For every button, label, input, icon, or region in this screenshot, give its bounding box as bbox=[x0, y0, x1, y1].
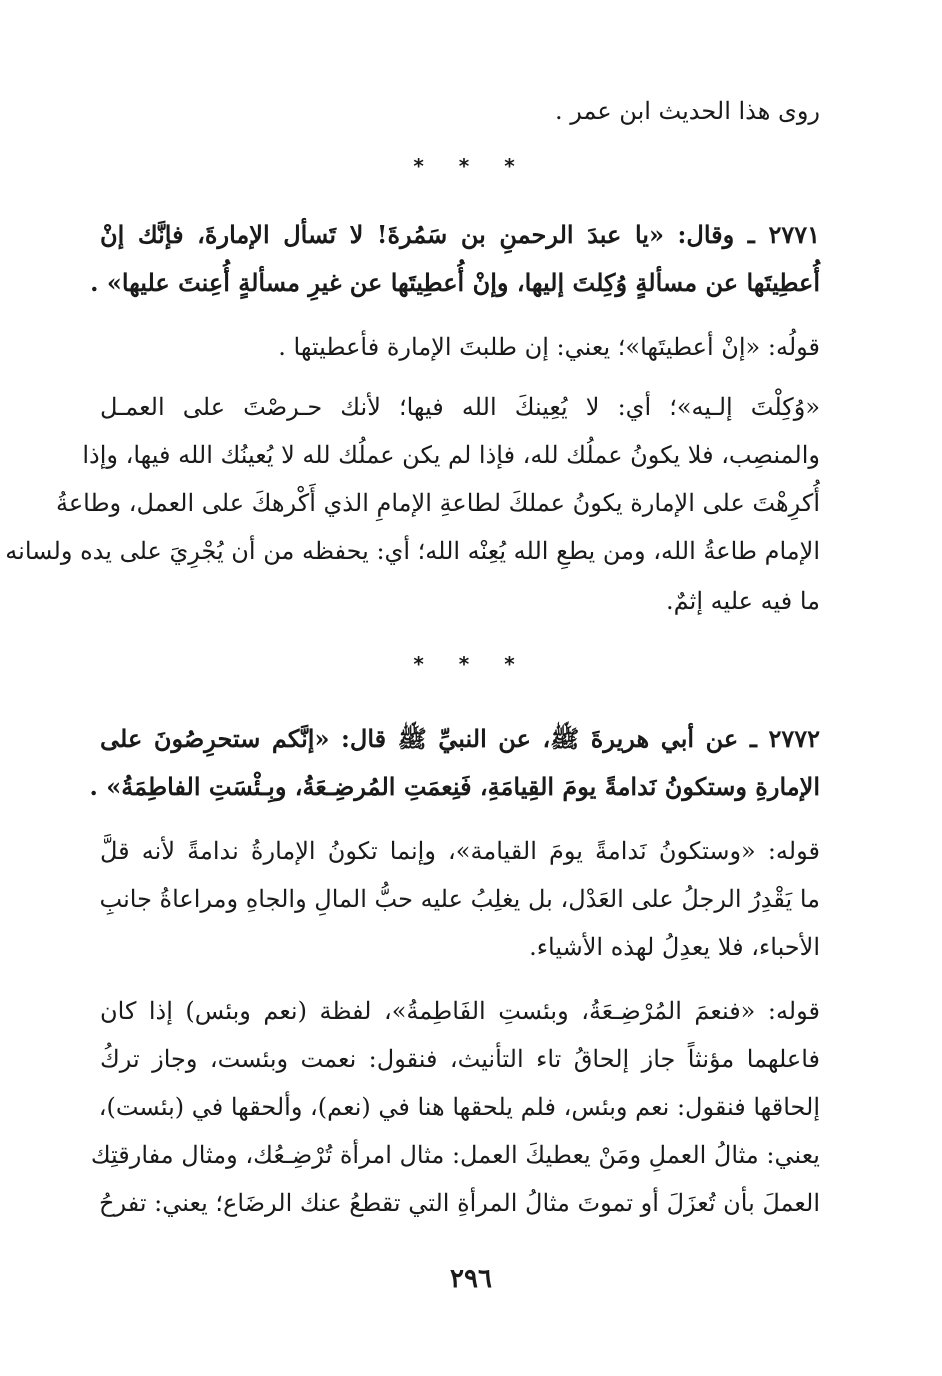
hadith-2771-commentary-2-line-1: «وُكِلْتَ إلـيه»؛ أي: لا يُعِينكَ الله فيها؛ لأنك حـرصْتَ على العمـل bbox=[100, 393, 820, 421]
hadith-2772-commentary-1-line-3: الأحباء، فلا يعدِلُ لهذه الأشياء. bbox=[529, 933, 820, 961]
hadith-2772-commentary-2-line-1: قوله: «فنعمَ المُرْضِـعَةُ، وبئستِ الفَاطِمةُ»، لفظة (نعم وبئس) إذا كان bbox=[100, 997, 820, 1025]
hadith-2771-line-2: أُعطِيتَها عن مسألةٍ وُكِلتَ إليها، وإنْ أُعطِيتَها عن غيرِ مسألةٍ أُعِنتَ عليها» . bbox=[90, 268, 820, 297]
hadith-2772-commentary-2-line-5: العملَ بأن تُعزَلَ أو تموتَ مثالُ المرأةِ التي تقطعُ عنك الرضَاع؛ يعني: تفرحُ bbox=[98, 1189, 820, 1217]
separator-1: * * * bbox=[413, 154, 529, 178]
hadith-2771-commentary-2-line-2: والمنصِب، فلا يكونُ عملُك لله، فإذا لم يكن عملُك لله لا يُعينُك الله فيها، وإذا bbox=[82, 441, 820, 469]
hadith-2772-commentary-1-line-2: ما يَقْدِرُ الرجلُ على العَدْل، بل يغلِبُ عليه حبُّ المالِ والجاهِ ومراعاةُ جانبِ bbox=[99, 885, 820, 913]
top-line: روى هذا الحديث ابن عمر . bbox=[554, 97, 820, 125]
hadith-2772-line-2: الإمارةِ وستكونُ نَدامةً يومَ القِيامَةِ، فَنِعمَتِ المُرضِـعَةُ، وبِـئْسَتِ الفاطِمَةُ» . bbox=[89, 772, 820, 801]
hadith-2771-commentary-2-line-4: الإمام طاعةُ الله، ومن يطعِ الله يُعِنْه الله؛ أي: يحفظه من أن يُجْرِيَ على يده ولسانه bbox=[5, 537, 820, 565]
hadith-2772-commentary-2-line-2: فاعلهما مؤنثاً جاز إلحاقُ تاء التأنيث، فنقول: نعمت وبئست، وجاز تركُ bbox=[100, 1045, 820, 1073]
page-number: ٢٩٦ bbox=[450, 1264, 492, 1294]
hadith-2772-line-1: ٢٧٧٢ ـ عن أبي هريرةَ ﷺ، عن النبيِّ ﷺ قال: «إنَّكم ستحرِصُونَ على bbox=[100, 724, 820, 753]
separator-2: * * * bbox=[413, 652, 529, 676]
hadith-2771-commentary-2-line-3: أُكرِهْتَ على الإمارة يكونُ عملكَ لطاعةِ الإمامِ الذي أَكْرهكَ على العمل، وطاعةُ bbox=[55, 489, 820, 517]
hadith-2771-commentary-1: قولُه: «إنْ أعطيتَها»؛ يعني: إن طلبتَ الإمارة فأعطيتها . bbox=[278, 333, 820, 361]
hadith-2772-commentary-1-line-1: قوله: «وستكونُ نَدامةً يومَ القيامة»، وإنما تكونُ الإمارةُ ندامةً لأنه قلَّ bbox=[100, 837, 820, 865]
hadith-2771-commentary-2-line-5: ما فيه عليه إثمٌ. bbox=[666, 587, 820, 615]
hadith-2772-commentary-2-line-3: إلحاقها فنقول: نعم وبئس، فلم يلحقها هنا في (نعم)، وألحقها في (بئست)، bbox=[98, 1093, 820, 1121]
hadith-2772-commentary-2-line-4: يعني: مثالُ العملِ ومَنْ يعطيكَ العمل: مثال امرأة تُرْضِـعُك، ومثال مفارقتِك bbox=[90, 1141, 820, 1169]
hadith-2771-line-1: ٢٧٧١ ـ وقال: «يا عبدَ الرحمنِ بن سَمُرةَ! لا تَسأل الإمارةَ، فإنَّك إنْ bbox=[100, 220, 820, 249]
